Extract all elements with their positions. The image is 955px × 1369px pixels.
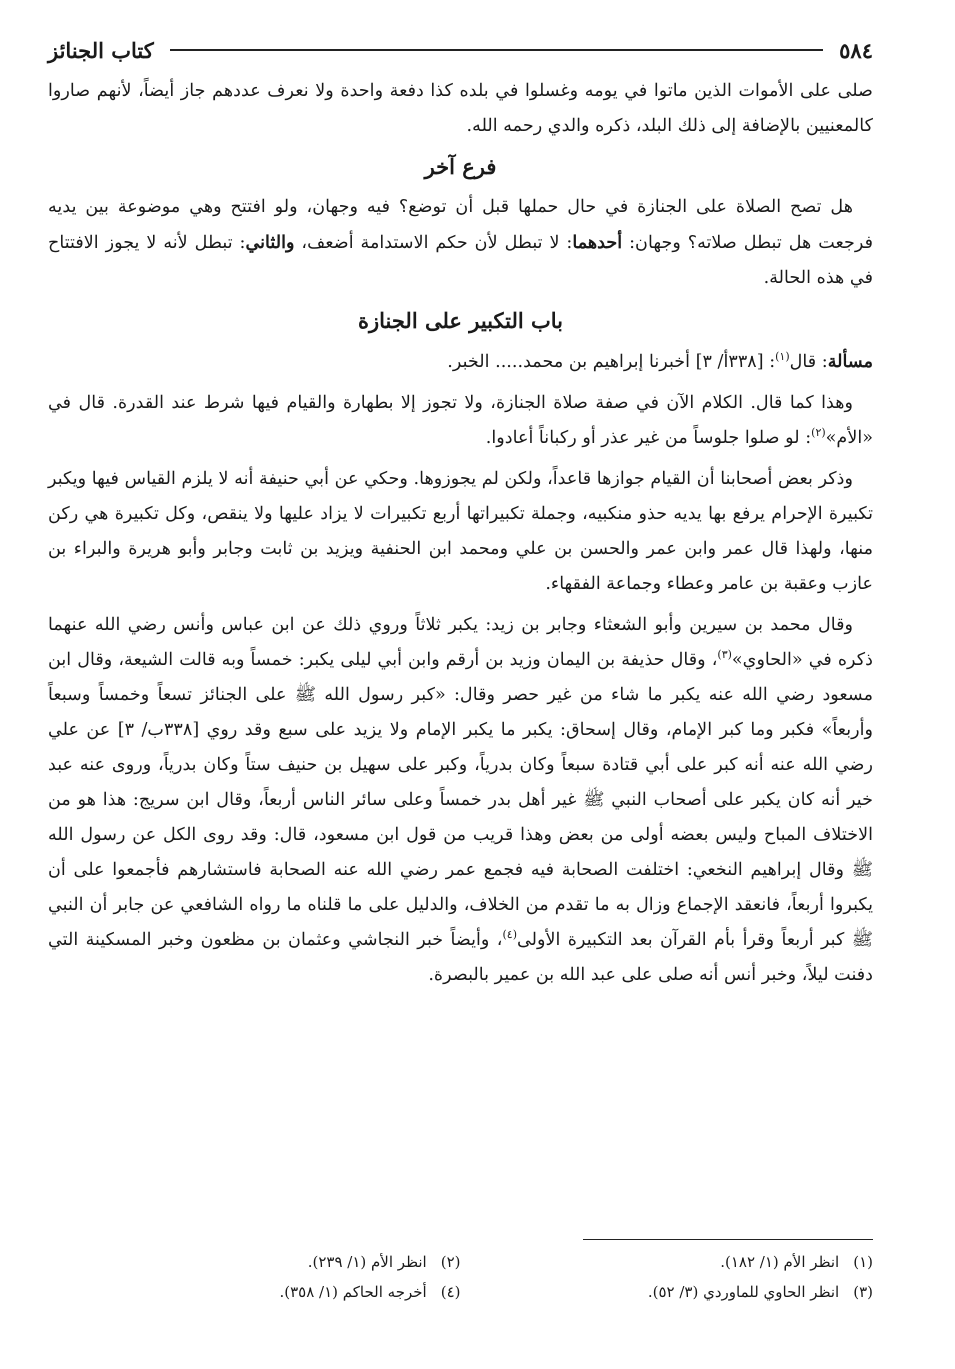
paragraph-2: وذكر بعض أصحابنا أن القيام جوازها قاعداً، ولكن لم يجوزوها. وحكي عن أبي حنيفة أنه لا يلزم القياس فيها ويكبر تكبيرة الإحرام يرفع بها يديه حذو منكبيه، وجملة تكبيراتها أربع تكبيرات لا يزاد عليها ولا ينقص، وكل تكبيرة هي ركن منها، ولهذا قال عمر وابن عمر والحسن بن علي ومحمد ابن الحنفية ويزيد بن ثابت وجابر وأبو هريرة والبراء بن عازب وعقبة بن عامر وعطاء وجماعة الفقهاء.	[48, 469, 873, 594]
footnote-item	[461, 1280, 874, 1304]
chapter-heading: باب التكبير على الجنازة	[357, 308, 564, 333]
issue-text-b: : [٣٣٨أ/ ٣] أخبرنا إبراهيم بن محمد..... الخبر.	[447, 352, 776, 372]
footnote-separator	[583, 1239, 873, 1240]
para3-text-b: ، وقال حذيفة بن اليمان وزيد بن أرقم وابن أبي ليلى يكبر: خمساً وبه قالت الشيعة، وقال ابن مسعود رضي الله عنه يكبر ما شاء من غير حصر وقال: «كبر رسول الله ﷺ على الجنائز تسعاً وخمساً وسبعاً وأربعاً» فكبر وما كبر الإمام، وقال إسحاق: يكبر ما يكبر الإمام ولا يزيد على سبع وقد روي [٣٣٨ب/ ٣] عن علي رضي الله عنه أنه كبر على أبي قتادة سبعاً وكان بدرياً، وكبر على سهيل بن حنيف ستاً وكان بدرياً، وروى عنه عبد خير أنه كان يكبر على أصحاب النبي ﷺ غير أهل بدر خمساً وعلى سائر الناس أربعاً، وقال ابن سريج: هذا هو من الاختلاف المباح وليس بعضه أولى من بعض وهذا قريب من قول ابن مسعود، قال: وقد روى الكل عن رسول الله ﷺ وقال إبراهيم النخعي: اختلفت الصحابة فيه فجمع عمر رضي الله عنه الصحابة فاستشارهم فأجمعوا على أن يكبروا أربعاً، فانعقد الإجماع وزال به ما تقدم من الخلاف، والدليل على ما قلناه ما رواه الشافعي عن جابر أن النبي ﷺ كبر أربعاً وقرأ بأم القرآن بعد التكبيرة الأولى	[48, 650, 873, 950]
para1-text-a: وهذا كما قال. الكلام الآن في صفة صلاة الجنازة، ولا تجوز إلا بطهارة والقيام فيها شرط عند القدرة. قال في «الأم»	[48, 393, 873, 448]
footnote-number: (٣)	[853, 1283, 873, 1301]
header-rule	[170, 49, 823, 51]
issue-text-a: : قال	[789, 352, 828, 372]
issue-label: مسألة	[827, 351, 873, 372]
footnote-text: انظر الحاوي للماوردي (٣/ ٥٢).	[647, 1283, 840, 1301]
paragraph-1	[48, 386, 873, 456]
footnote-item	[48, 1250, 461, 1274]
footnote-text: انظر الأم (١/ ١٨٢).	[720, 1253, 840, 1271]
branch-first-label: أحدهما	[572, 232, 623, 253]
branch-text-1: هل تصح الصلاة على الجنازة في حال حملها قبل أن توضع؟ فيه وجهان، ولو افتتح وهي موضوعة بين يديه فرجعت هل تبطل صلاته؟ وجهان:	[48, 197, 873, 253]
branch-text-2: : لا تبطل لأن حكم الاستدامة أضعف،	[294, 233, 573, 253]
branch-text-3: : تبطل لأنه لا يجوز الافتتاح في هذه الحالة.	[48, 233, 873, 288]
running-header	[48, 30, 873, 70]
subheading: فرع آخر	[424, 154, 497, 179]
footnote-text: انظر الأم (١/ ٢٣٩).	[307, 1253, 427, 1271]
footnote-ref: (٤)	[502, 928, 517, 941]
para1-text-b: : لو صلوا جلوساً من غير عذر أو ركباناً أعادوا.	[485, 428, 812, 448]
main-text	[48, 74, 873, 999]
issue-line	[48, 344, 873, 380]
footnote-ref: (٢)	[811, 426, 826, 439]
footnote-item	[48, 1280, 461, 1304]
footnote-text: أخرجه الحاكم (١/ ٣٥٨).	[279, 1283, 427, 1301]
page-number: ٥٨٤	[839, 37, 873, 63]
intro-paragraph: صلى على الأموات الذين ماتوا في يومه وغسلوا في بلده كذا دفعة واحدة ولا نعرف عددهم جاز أيضاً، لأنهم صاروا كالمعنيين بالإضافة إلى ذلك البلد، ذكره والدي رحمه الله.	[48, 81, 873, 136]
chapter-title: كتاب الجنائز	[48, 37, 154, 63]
footnote-ref: (١)	[775, 350, 790, 363]
para3-text-a: وقال محمد بن سيرين وأبو الشعثاء وجابر بن زيد: يكبر ثلاثاً وروي ذلك عن ابن عباس وأنس رضي الله عنهما ذكره في «الحاوي»	[48, 615, 873, 670]
paragraph-3	[48, 608, 873, 993]
footnote-number: (١)	[853, 1253, 873, 1271]
footnotes	[48, 1250, 873, 1304]
branch-paragraph	[48, 190, 873, 296]
footnote-number: (٢)	[440, 1253, 461, 1271]
para3-text-c: ، وأيضاً خبر النجاشي وعثمان بن مظعون وخبر المسكينة التي دفنت ليلاً، وخبر أنس أنه صلى على عبد الله بن عمير بالبصرة.	[48, 930, 873, 985]
footnote-ref: (٣)	[717, 648, 732, 661]
footnote-item	[461, 1250, 874, 1274]
footnote-number: (٤)	[440, 1283, 461, 1301]
branch-second-label: والثاني	[245, 232, 295, 253]
